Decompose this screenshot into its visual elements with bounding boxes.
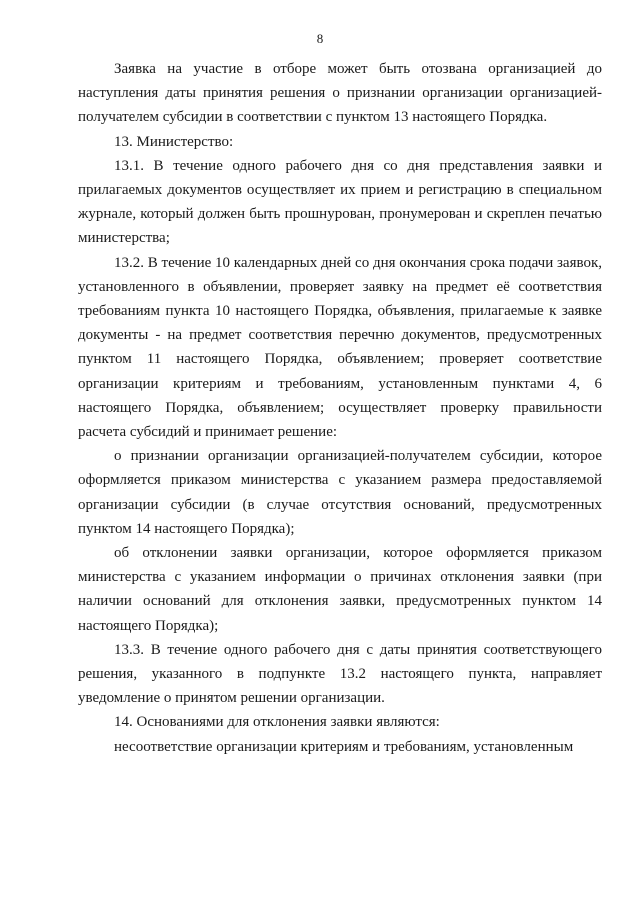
paragraph-withdrawal: Заявка на участие в отборе может быть отозвана организацией до наступления даты принятия решения о признании организации организацией-получателем субсидии в соответствии с пунктом 13 настоящего Порядка.	[78, 61, 602, 126]
paragraph-13-heading: 13. Министерство:	[114, 133, 234, 150]
paragraph-decision-reject: об отклонении заявки организации, которое оформляется приказом министерства с указанием информации о причинах отклонения заявки (при наличии оснований для отклонения заявки, предусмотренных пунктом 14 настоящего Порядка);	[78, 545, 602, 634]
paragraph-13-1: 13.1. В течение одного рабочего дня со дня представления заявки и прилагаемых документов осуществляет их прием и регистрацию в специальном журнале, который должен быть прошнурован, пронумерован и скреплен печатью министерства;	[78, 157, 602, 247]
paragraph-13-3: 13.3. В течение одного рабочего дня с даты принятия соответствующего решения, указанного в подпункте 13.2 настоящего пункта, направляет уведомление о принятом решении организации.	[78, 641, 602, 707]
paragraph-decision-approve: о признании организации организацией-получателем субсидии, которое оформляется приказом министерства с указанием размера предоставляемой организации субсидии (в случае отсутствия оснований, предусмотренных пунктом 14 настоящего Порядка);	[78, 448, 602, 537]
document-body	[78, 57, 602, 759]
paragraph-14-item: несоответствие организации критериям и требованиям, установленным	[114, 738, 574, 755]
page-number: 8	[316, 31, 324, 46]
paragraph-13-2: 13.2. В течение 10 календарных дней со дня окончания срока подачи заявок, установленного в объявлении, проверяет заявку на предмет её соответствия требованиям пункта 10 настоящего Порядка, объявления, прилагаемые к заявке документы - на предмет соответствия перечню документов, предусмотренных пунктом 11 настоящего Порядка, объявлением; проверяет соответствие организации критериям и требованиям, установленным пунктами 4, 6 настоящего Порядка, объявлением; осуществляет проверку правильности расчета субсидий и принимает решение:	[78, 254, 602, 441]
paragraph-14-heading: 14. Основаниями для отклонения заявки являются:	[114, 714, 440, 731]
